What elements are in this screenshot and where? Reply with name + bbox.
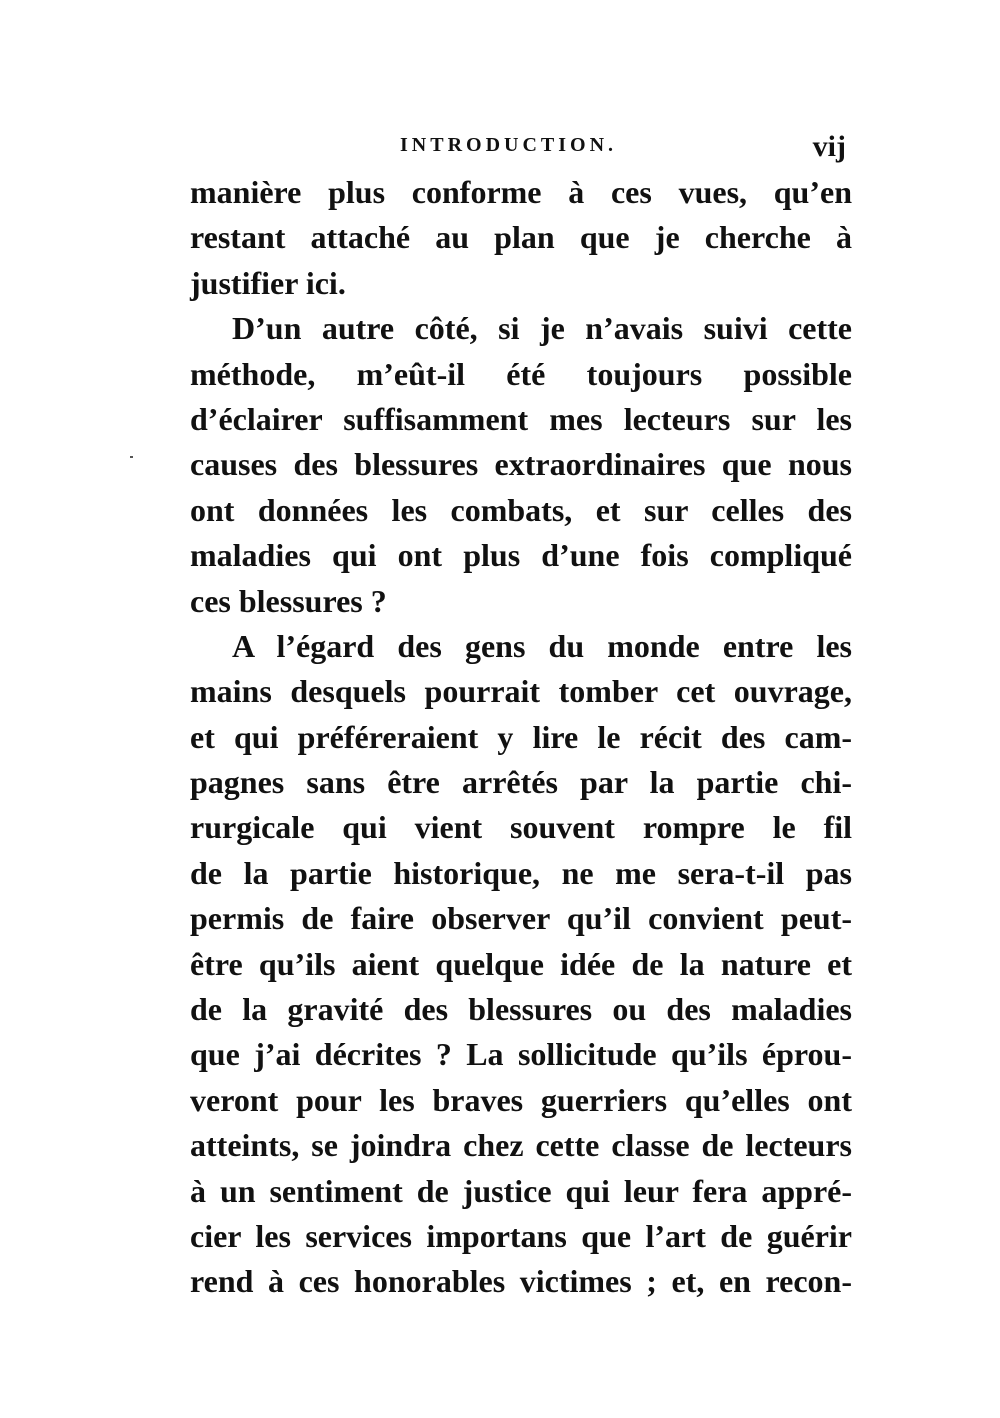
text-line: méthode, m’eût-il été toujours possible (190, 355, 852, 392)
text-line: que j’ai décrites ? La sollicitude qu’ils éprou- (190, 1036, 852, 1073)
text-line: de la gravité des blessures ou des maladies (190, 991, 852, 1028)
text-line: à un sentiment de justice qui leur fera appré- (190, 1172, 852, 1209)
text-line: rurgicale qui vient souvent rompre le fil (190, 809, 852, 846)
text-line: et qui préféreraient y lire le récit des cam- (190, 718, 852, 755)
text-line: causes des blessures extraordinaires que nous (190, 446, 852, 483)
margin-speck (130, 456, 133, 458)
text-line: manière plus conforme à ces vues, qu’en (190, 174, 852, 210)
text-line: ces blessures ? (190, 582, 387, 619)
text-line: pagnes sans être arrêtés par la partie chi- (190, 764, 852, 801)
text-line: rend à ces honorables victimes ; et, en recon- (190, 1263, 852, 1300)
text-line: veront pour les braves guerriers qu’elles ont (190, 1081, 852, 1118)
text-line: ont données les combats, et sur celles des (190, 491, 852, 528)
text-line: permis de faire observer qu’il convient peut- (190, 900, 852, 937)
text-line: maladies qui ont plus d’une fois compliqué (190, 537, 852, 574)
page-header (190, 130, 852, 166)
text-line: de la partie historique, ne me sera-t-il pas (190, 854, 852, 891)
text-line: mains desquels pourrait tomber cet ouvrage, (190, 673, 852, 710)
text-line: A l’égard des gens du monde entre les (232, 627, 852, 664)
body-text (190, 170, 852, 1305)
running-title: INTRODUCTION. (400, 134, 618, 156)
text-line: justifier ici. (190, 264, 346, 301)
text-line: atteints, se joindra chez cette classe de lecteurs (190, 1127, 852, 1164)
text-line: D’un autre côté, si je n’avais suivi cette (232, 310, 852, 347)
text-line: être qu’ils aient quelque idée de la nature et (190, 945, 852, 982)
text-line: d’éclairer suffisamment mes lecteurs sur les (190, 400, 852, 437)
text-line: cier les services importans que l’art de guérir (190, 1217, 852, 1254)
text-line: restant attaché au plan que je cherche à (190, 219, 852, 256)
page-number: vij (812, 130, 846, 163)
